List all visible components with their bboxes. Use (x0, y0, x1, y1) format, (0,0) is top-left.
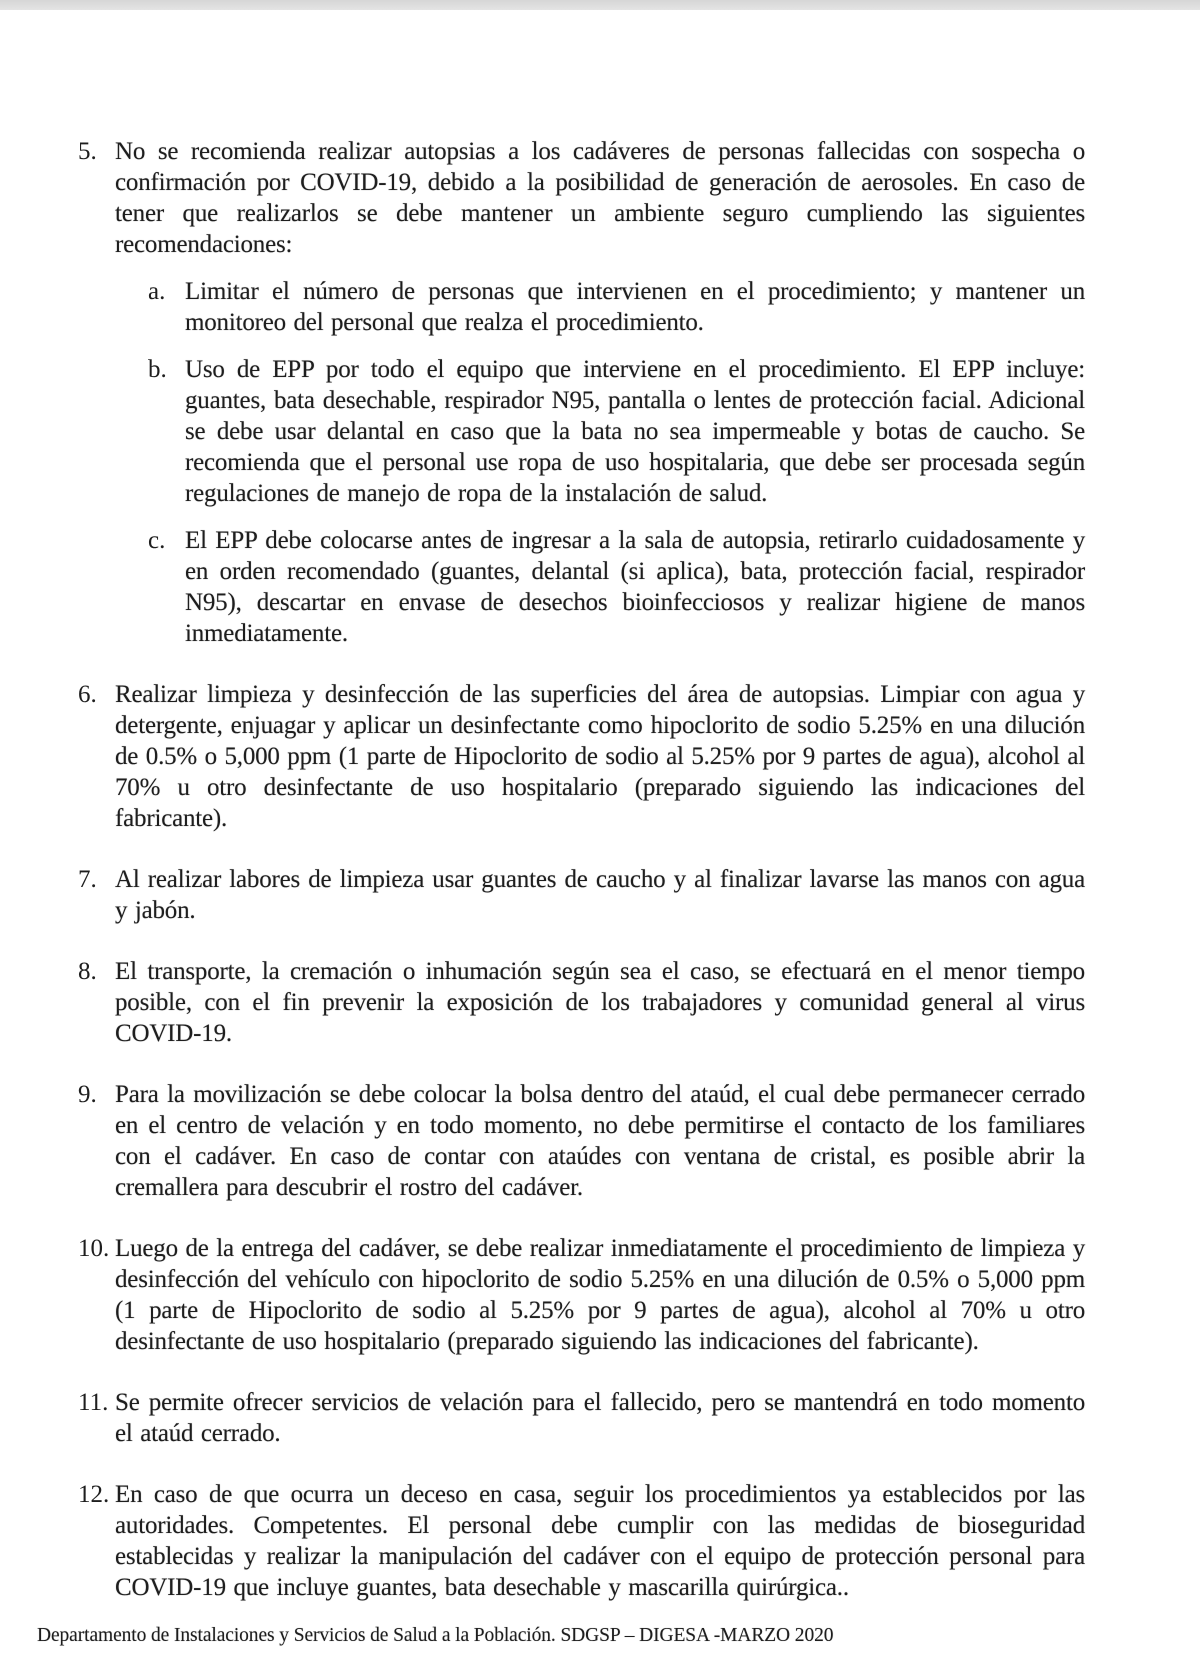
sub-item-text: Uso de EPP por todo el equipo que interviene en el procedimiento. El EPP incluye: guantes, bata desechable, respirador N95, pantalla o lentes de protección facial. Adicional se debe usar delantal en caso que la bata no sea impermeable y botas de caucho. Se recomienda que el personal use ropa de uso hospitalaria, que debe ser procesada según regulaciones de manejo de ropa de la instalación de salud. (185, 356, 1085, 507)
item-number: 7. (78, 866, 97, 893)
item-number: 9. (78, 1081, 97, 1108)
numbered-item-8 (78, 956, 1085, 1049)
numbered-item-11 (78, 1387, 1085, 1449)
item-text: En caso de que ocurra un deceso en casa, seguir los procedimientos ya establecidos por las autoridades. Competentes. El personal debe cumplir con las medidas de bioseguridad establecidas y realizar la manipulación del cadáver con el equipo de protección personal para COVID-19 que incluye guantes, bata desechable y mascarilla quirúrgica.. (115, 1481, 1085, 1601)
item-body (115, 1387, 1085, 1449)
sub-item-text: El EPP debe colocarse antes de ingresar a la sala de autopsia, retirarlo cuidadosamente y en orden recomendado (guantes, delantal (si aplica), bata, protección facial, respirador N95), descartar en envase de desechos bioinfecciosos y realizar higiene de manos inmediatamente. (185, 527, 1085, 647)
item-body (115, 1479, 1085, 1603)
item-body (115, 136, 1085, 649)
item-text: Realizar limpieza y desinfección de las superficies del área de autopsias. Limpiar con agua y detergente, enjuagar y aplicar un desinfectante como hipoclorito de sodio 5.25% en una dilución de 0.5% o 5,000 ppm (1 parte de Hipoclorito de sodio al 5.25% por 9 partes de agua), alcohol al 70% u otro desinfectante de uso hospitalario (preparado siguiendo las indicaciones del fabricante). (115, 681, 1085, 832)
item-body (115, 1079, 1085, 1203)
item-body (115, 1233, 1085, 1357)
sub-item-letter: b. (148, 356, 167, 383)
item-body (115, 956, 1085, 1049)
sub-item-b (148, 354, 1085, 509)
sub-item-letter: c. (148, 527, 166, 554)
numbered-item-10 (78, 1233, 1085, 1357)
item-text: Se permite ofrecer servicios de velación para el fallecido, pero se mantendrá en todo momento el ataúd cerrado. (115, 1389, 1085, 1447)
sub-item-letter: a. (148, 278, 166, 305)
item-number: 8. (78, 958, 97, 985)
sub-item-c (148, 525, 1085, 649)
sub-item-a (148, 276, 1085, 338)
page-footer: Departamento de Instalaciones y Servicios de Salud a la Población. SDGSP – DIGESA -MARZO 2020 (37, 1625, 834, 1646)
item-text: Para la movilización se debe colocar la bolsa dentro del ataúd, el cual debe permanecer cerrado en el centro de velación y en todo momento, no debe permitirse el contacto de los familiares con el cadáver. En caso de contar con ataúdes con ventana de cristal, es posible abrir la cremallera para descubrir el rostro del cadáver. (115, 1081, 1085, 1201)
item-text: No se recomienda realizar autopsias a los cadáveres de personas fallecidas con sospecha o confirmación por COVID-19, debido a la posibilidad de generación de aerosoles. En caso de tener que realizarlos se debe mantener un ambiente seguro cumpliendo las siguientes recomendaciones: (115, 138, 1085, 258)
item-number: 11. (78, 1389, 109, 1416)
item-text: Luego de la entrega del cadáver, se debe realizar inmediatamente el procedimiento de limpieza y desinfección del vehículo con hipoclorito de sodio 5.25% en una dilución de 0.5% o 5,000 ppm (1 parte de Hipoclorito de sodio al 5.25% por 9 partes de agua), alcohol al 70% u otro desinfectante de uso hospitalario (preparado siguiendo las indicaciones del fabricante). (115, 1235, 1085, 1355)
item-body (115, 864, 1085, 926)
item-body (115, 679, 1085, 834)
numbered-item-12 (78, 1479, 1085, 1603)
item-number: 12. (78, 1481, 110, 1508)
numbered-item-6 (78, 679, 1085, 834)
item-text: El transporte, la cremación o inhumación según sea el caso, se efectuará en el menor tiempo posible, con el fin prevenir la exposición de los trabajadores y comunidad general al virus COVID-19. (115, 958, 1085, 1047)
numbered-item-9 (78, 1079, 1085, 1203)
item-text: Al realizar labores de limpieza usar guantes de caucho y al finalizar lavarse las manos con agua y jabón. (115, 866, 1085, 924)
numbered-item-5 (78, 136, 1085, 649)
item-number: 6. (78, 681, 97, 708)
item-number: 10. (78, 1235, 110, 1262)
item-number: 5. (78, 138, 97, 165)
numbered-item-7 (78, 864, 1085, 926)
sub-item-text: Limitar el número de personas que intervienen en el procedimiento; y mantener un monitoreo del personal que realza el procedimiento. (185, 278, 1085, 336)
document-body (78, 136, 1085, 1603)
scan-edge-artifact (0, 0, 1200, 10)
